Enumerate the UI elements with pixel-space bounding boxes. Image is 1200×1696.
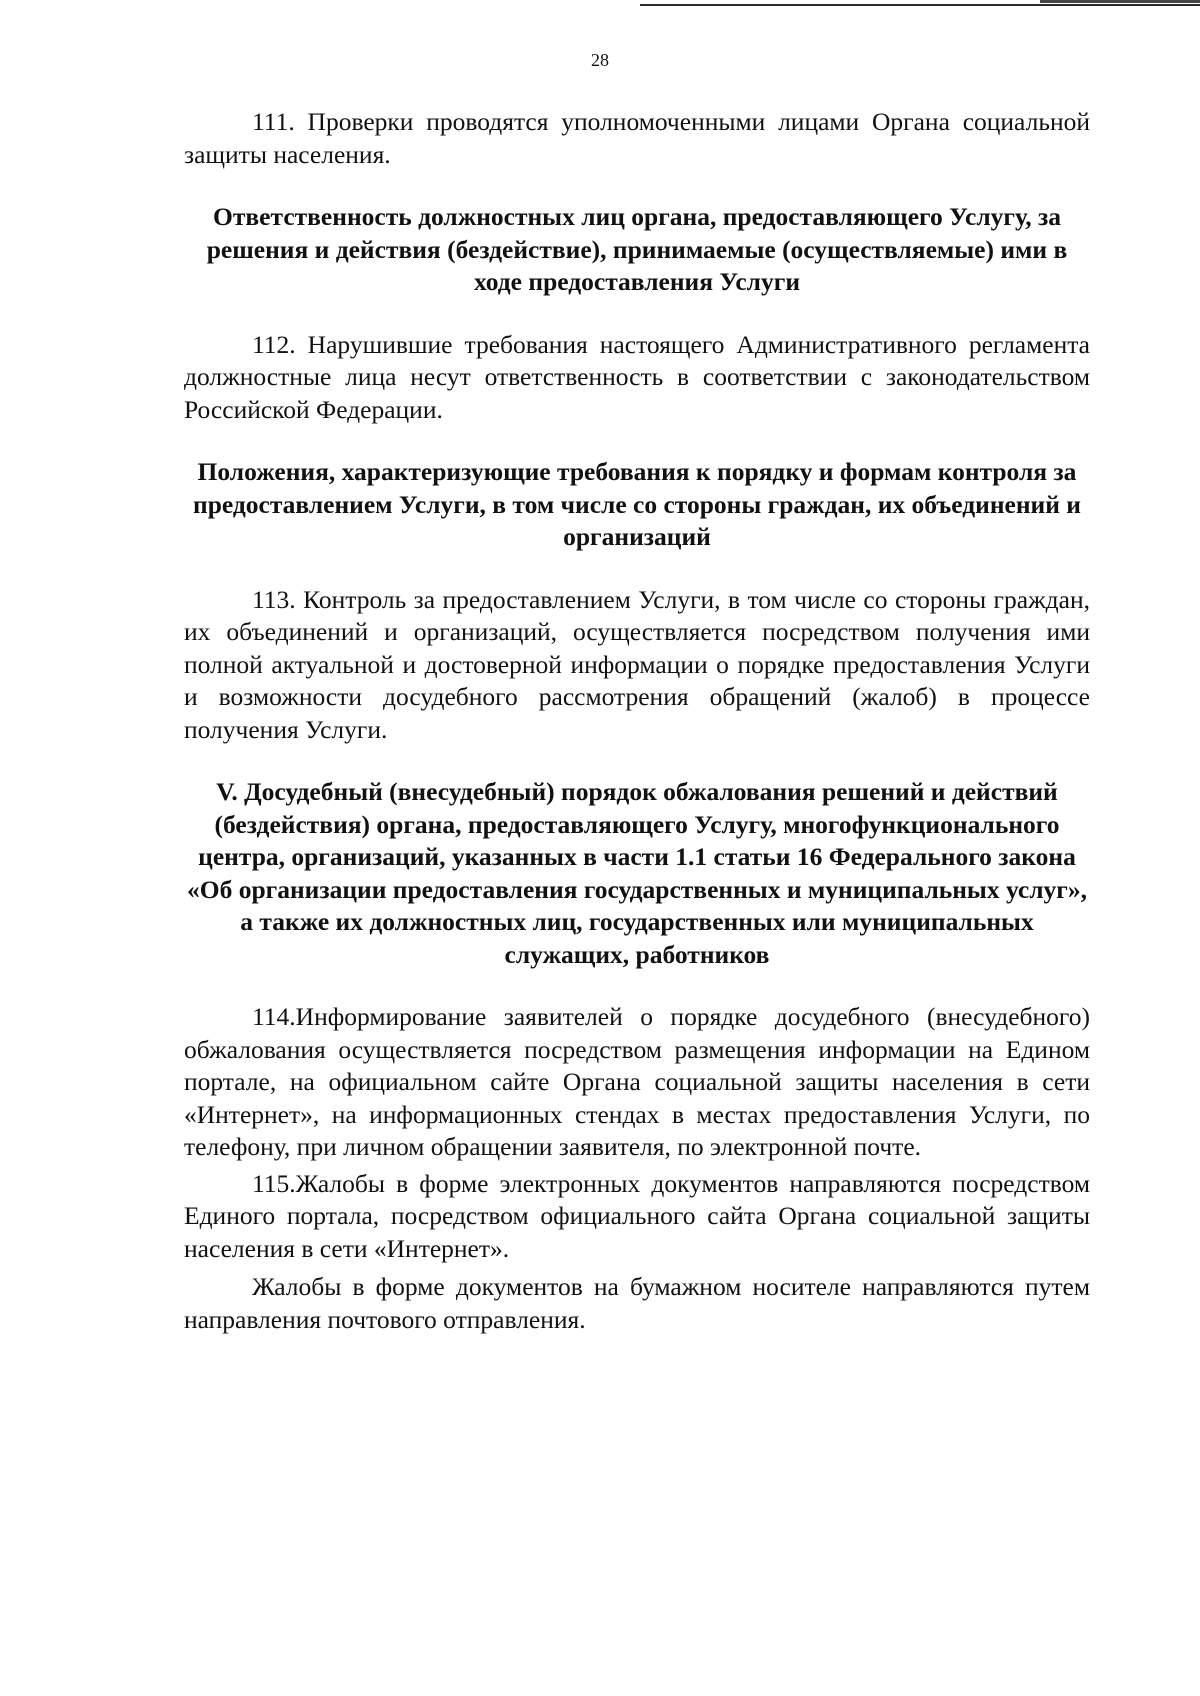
section-heading-control: Положения, характеризующие требования к порядку и формам контроля за предоставлением Услуги, в том числе со стороны граждан, их объединений и организаций: [193, 457, 1081, 551]
paragraph-115: 115.Жалобы в форме электронных документов направляются посредством Единого портала, посредством официального сайта Органа социальной защиты населения в сети «Интернет».: [184, 1168, 1090, 1263]
page-number: 28: [591, 50, 609, 70]
scan-edge-line: [640, 4, 1200, 6]
document-body: [184, 106, 1090, 1336]
section-heading-appeal: V. Досудебный (внесудебный) порядок обжалования решений и действий (бездействия) органа, предоставляющего Услугу, многофункционального центра, организаций, указанных в части 1.1 статьи 16 Федерального закона «Об организации предоставления государственных и муниципальных услуг», а также их должностных лиц, государственных или муниципальных служащих, работников: [186, 777, 1088, 969]
paragraph-114: 114.Информирование заявителей о порядке досудебного (внесудебного) обжалования осуществляется посредством размещения информации на Едином портале, на официальном сайте Органа социальной защиты населения в сети «Интернет», на информационных стендах в местах предоставления Услуги, по телефону, при личном обращении заявителя, по электронной почте.: [184, 1002, 1090, 1161]
paragraph-115-paper: Жалобы в форме документов на бумажном носителе направляются путем направления почтового отправления.: [184, 1272, 1090, 1334]
paragraph-112: 112. Нарушившие требования настоящего Административного регламента должностные лица несут ответственность в соответствии с законодательством Российской Федерации.: [184, 329, 1090, 424]
paragraph-111: 111. Проверки проводятся уполномоченными лицами Органа социальной защиты населения.: [184, 107, 1090, 169]
paragraph-113: 113. Контроль за предоставлением Услуги, в том числе со стороны граждан, их объединений и организаций, осуществляется посредством получения ими полной актуальной и достоверной информации о порядке предоставления Услуги и возможности досудебного рассмотрения обращений (жалоб) в процессе получения Услуги.: [184, 584, 1090, 744]
section-heading-responsibility: Ответственность должностных лиц органа, предоставляющего Услугу, за решения и действия (бездействие), принимаемые (осуществляемые) ими в ходе предоставления Услуги: [206, 202, 1068, 296]
scan-edge-mark: [1040, 0, 1200, 3]
